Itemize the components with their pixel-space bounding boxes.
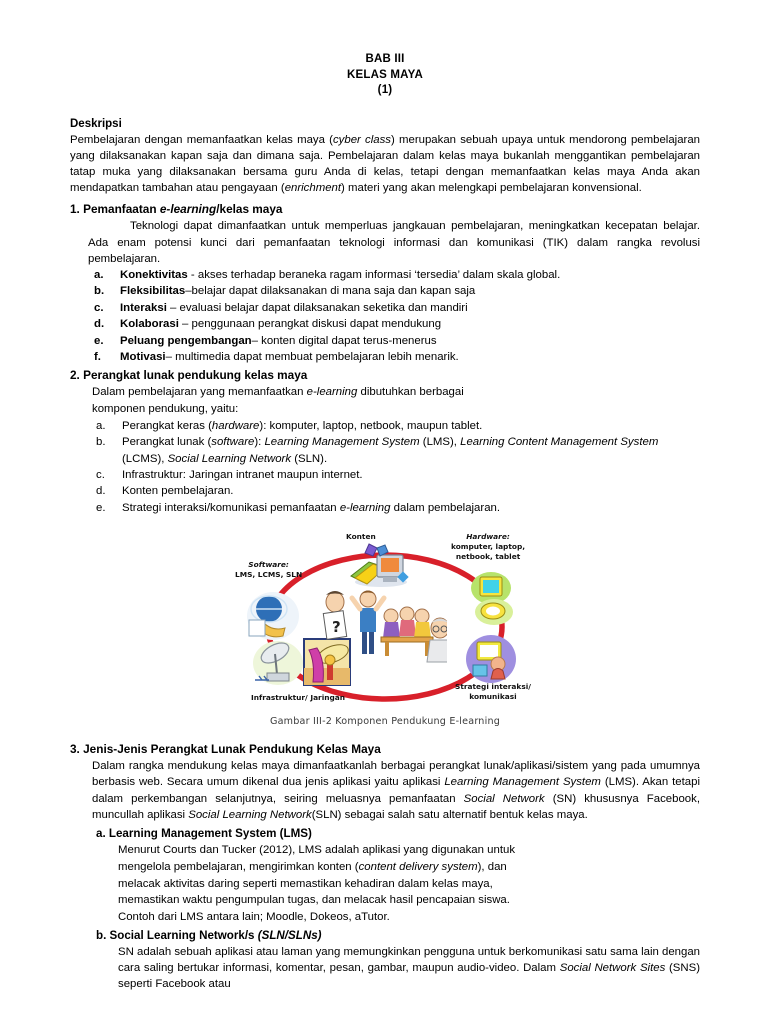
section1-intro: Teknologi dapat dimanfaatkan untuk memperluas jangkauan pembelajaran, meningkatkan kecepatan belajar. Ada enam potensi kunci dari pemanfaatan teknologi informasi dan komunikasi (TIK) dalam rangka revolusi pembelajaran. — [88, 220, 700, 265]
section1-list — [94, 267, 700, 365]
deskripsi-heading: Deskripsi — [70, 117, 122, 130]
section3-sub-a-marker: a. — [96, 827, 106, 841]
section3-sub-a-body — [118, 842, 700, 926]
deskripsi-paragraph — [70, 132, 700, 197]
list-body: Strategi interaksi/komunikasi pemanfaatan e-learning dalam pembelajaran. — [122, 501, 501, 514]
list-item — [94, 267, 700, 283]
figure-label-strategi-2: komunikasi — [469, 692, 517, 702]
list-marker: a. — [96, 419, 106, 432]
list-body — [120, 283, 700, 299]
section1-title-italic: e-learning — [159, 202, 217, 217]
list-marker: a. — [94, 268, 104, 281]
title-line-1: BAB III — [365, 53, 405, 65]
satellite-dish-icon — [251, 640, 305, 686]
list-bold-term: Peluang pengembangan — [120, 334, 252, 347]
deskripsi-italic-enrichment: enrichment — [284, 182, 342, 195]
section3-sub-a-title: Learning Management System (LMS) — [108, 827, 312, 841]
figure-label-software-title: Software: — [248, 560, 289, 570]
section2-intro-line2: komponen pendukung, yaitu: — [92, 402, 239, 415]
list-rest: – multimedia dapat membuat pembelajaran lebih menarik. — [165, 350, 459, 363]
figure-label-strategi-1: Strategi interaksi/ — [455, 682, 531, 692]
list-bold-term: Motivasi — [120, 350, 166, 363]
section2-intro-line1 — [92, 384, 700, 400]
content-monitor-icon — [347, 542, 409, 588]
strategi-interaksi-icon — [465, 634, 517, 684]
figure-canvas — [215, 530, 555, 712]
list-rest: – evaluasi belajar dapat dilaksanakan seketika dan mandiri — [166, 301, 468, 314]
section3-sub-a-line: memastikan waktu pengumpulan tugas, dan melacak hasil pencapaian siswa. — [118, 894, 510, 907]
figure-komponen-pendukung — [70, 530, 700, 727]
list-marker: f. — [94, 350, 101, 363]
section2-intro-post: dibutuhkan berbagai — [357, 386, 464, 399]
deskripsi-text-2: ) merupakan sebuah upaya untuk mendorong pembelajaran yang dilaksanakan kapan saja dan dimana saja. Pembelajaran dalam kelas maya bukanlah menggantikan pembelajaran tatap muka yang dilaksanakan bersama guru Anda di kelas, tetapi dengan memanfaatkan kelas maya Anda akan mendapatkan tambahan atau pengayaan ( — [70, 133, 700, 195]
list-body — [120, 316, 700, 332]
section1-number: 1. — [70, 202, 80, 217]
document-content — [70, 52, 700, 993]
list-rest: – penggunaan perangkat diskusi dapat mendukung — [178, 318, 442, 331]
page-title — [70, 52, 700, 99]
deskripsi-italic-cyber-class: cyber class — [332, 133, 391, 146]
list-item — [94, 316, 700, 332]
figure-label-software — [235, 560, 302, 580]
globe-hand-icon — [245, 590, 301, 642]
svg-text:?: ? — [332, 618, 341, 637]
section2-number: 2. — [70, 368, 80, 383]
list-body: Konten pembelajaran. — [122, 485, 234, 498]
list-body — [120, 300, 700, 316]
section1-heading — [70, 201, 700, 218]
section3-sub-a-heading — [96, 825, 700, 842]
list-body — [120, 349, 700, 365]
list-bold-term: Interaksi — [120, 301, 167, 314]
figure-label-hardware-sub2: netbook, tablet — [455, 552, 521, 562]
list-item — [94, 300, 700, 316]
list-body — [120, 333, 700, 349]
list-body: Infrastruktur: Jaringan intranet maupun internet. — [122, 468, 363, 481]
list-item — [94, 333, 700, 349]
title-line-3: (1) — [377, 84, 393, 96]
list-marker: d. — [96, 485, 106, 498]
list-marker: e. — [94, 334, 104, 347]
section3-sub-b-title-italic: (SLN/SLNs) — [257, 929, 322, 942]
section1-title-pre: Pemanfaatan — [83, 202, 160, 217]
section2-list — [96, 418, 700, 516]
list-body: Perangkat keras (hardware): komputer, laptop, netbook, maupun tablet. — [122, 419, 483, 432]
section3-sub-a-line: Contoh dari LMS antara lain; Moodle, Dokeos, aTutor. — [118, 911, 390, 924]
section1-title-post: /kelas maya — [216, 202, 283, 217]
section3-sub-b-body: SN adalah sebuah aplikasi atau laman yang memungkinkan pengguna untuk berkomunikasi satu sama lain dengan cara saling bertukar informasi, komentar, pesan, gambar, maupun audio-video. Dalam Social Network Sites (SNS) seperti Facebook atau — [118, 946, 700, 991]
deskripsi-text-3: ) materi yang akan melengkapi pembelajaran konvensional. — [341, 182, 642, 195]
figure-label-hardware-title: Hardware: — [466, 532, 510, 542]
list-marker: e. — [96, 501, 106, 514]
list-rest: - akses terhadap beraneka ragam informasi ‘tersedia’ dalam skala global. — [187, 268, 561, 281]
figure-label-konten: Konten — [346, 532, 376, 542]
list-item — [96, 483, 700, 499]
list-bold-term: Kolaborasi — [120, 318, 179, 331]
title-line-2: KELAS MAYA — [347, 68, 423, 81]
list-marker: c. — [94, 301, 104, 314]
list-item — [96, 467, 700, 483]
list-rest: –belajar dapat dilaksanakan di mana saja dan kapan saja — [185, 285, 476, 298]
list-marker: d. — [94, 318, 105, 331]
section3-sub-a-line: mengelola pembelajaran, mengirimkan konten (content delivery system), dan — [118, 860, 507, 873]
list-body: Perangkat lunak (software): Learning Management System (LMS), Learning Content Management System (LCMS), Social Learning Network (SLN). — [122, 436, 659, 465]
section3-sub-b-heading — [96, 927, 700, 944]
list-body — [120, 267, 700, 283]
classroom-people-icon — [319, 588, 447, 666]
list-item — [96, 500, 700, 516]
figure-label-software-sub: LMS, LCMS, SLN — [235, 570, 303, 580]
section3-number: 3. — [70, 742, 80, 757]
list-bold-term: Konektivitas — [120, 268, 188, 281]
section2-intro-pre: Dalam pembelajaran yang memanfaatkan — [92, 386, 307, 399]
section3-heading — [70, 741, 700, 758]
section2-intro-italic: e-learning — [306, 386, 358, 399]
list-marker: b. — [94, 285, 105, 298]
deskripsi-text-1: Pembelajaran dengan memanfaatkan kelas maya ( — [70, 133, 333, 146]
figure-label-infrastruktur: Infrastruktur/ Jaringan — [251, 693, 346, 703]
figure-label-hardware — [451, 532, 525, 562]
section3-sub-b-marker: b. — [96, 929, 107, 942]
hardware-devices-icon — [467, 572, 519, 626]
list-item — [94, 283, 700, 299]
section3-sub-a-line: Menurut Courts dan Tucker (2012), LMS adalah aplikasi yang digunakan untuk — [118, 844, 516, 857]
section3-title: Jenis-Jenis Perangkat Lunak Pendukung Kelas Maya — [83, 742, 381, 757]
figure-label-hardware-sub1: komputer, laptop, — [451, 542, 526, 552]
figure-label-strategi — [455, 682, 531, 702]
figure-caption: Gambar III-2 Komponen Pendukung E-learning — [269, 716, 501, 728]
section3-sub-b-title: Social Learning Network/s — [109, 929, 258, 942]
section2-heading — [70, 367, 700, 384]
section3-intro: Dalam rangka mendukung kelas maya dimanfaatkanlah berbagai perangkat lunak/aplikasi/sistem yang pada umumnya berbasis web. Secara umum dikenal dua jenis aplikasi yaitu aplikasi Learning Management System (LMS). Akan tetapi dalam perkembangan selanjutnya, seiring meluasnya pemanfaatan Social Network (SN) khususnya Facebook, muncullah aplikasi Social Learning Network(SLN) sebagai salah satu alternatif bentuk kelas maya. — [92, 760, 700, 821]
list-rest: – konten digital dapat terus-menerus — [251, 334, 437, 347]
section2-title: Perangkat lunak pendukung kelas maya — [83, 368, 308, 383]
list-marker: c. — [96, 468, 105, 481]
list-item — [94, 349, 700, 365]
list-item — [96, 434, 700, 467]
list-bold-term: Fleksibilitas — [120, 285, 186, 298]
list-marker: b. — [96, 436, 106, 449]
section3-sub-a-line: melacak aktivitas daring seperti memastikan kehadiran dalam kelas maya, — [118, 877, 493, 890]
list-item — [96, 418, 700, 434]
